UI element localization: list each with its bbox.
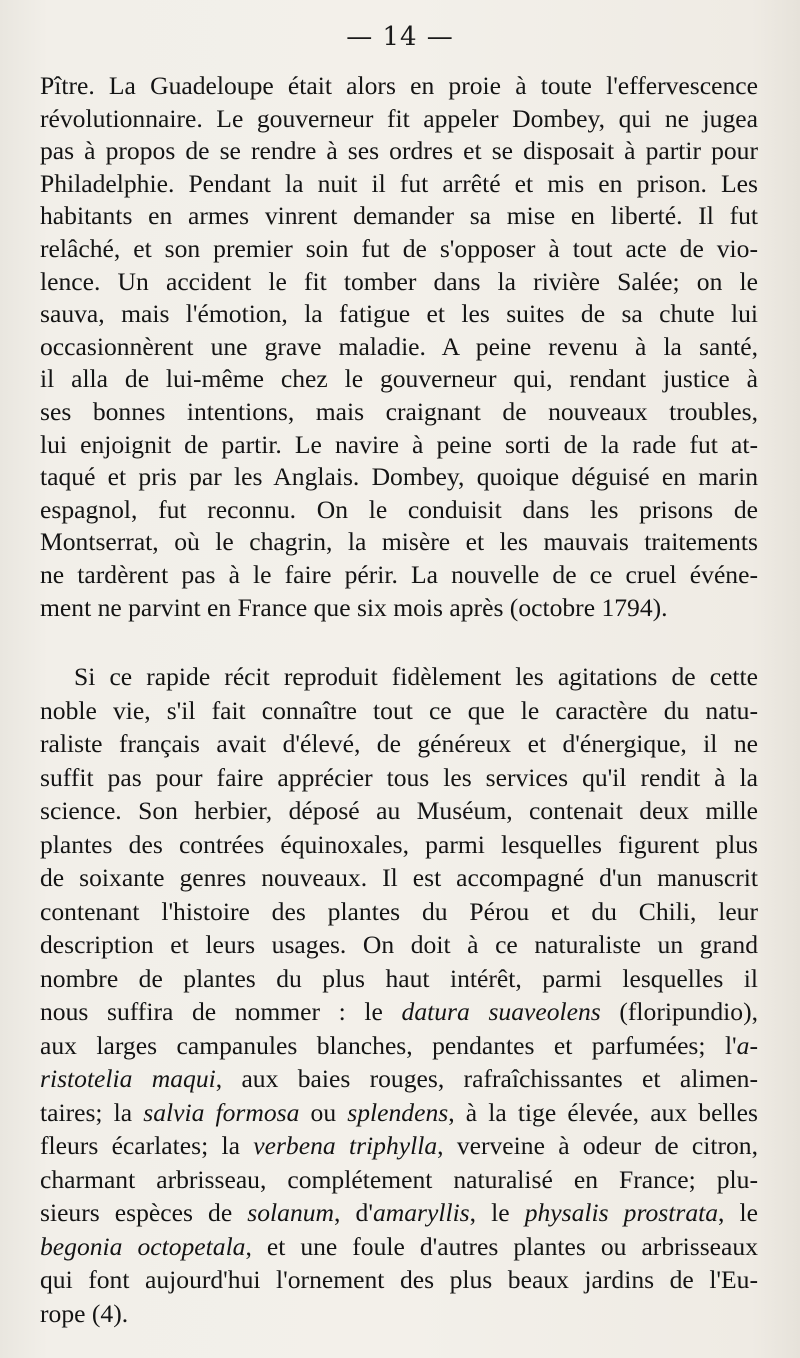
text-line: ne tardèrent pas à le faire périr. La nouvelle de ce cruel événe- bbox=[40, 559, 758, 589]
text-line: révolutionnaire. Le gouverneur fit appeler Dombey, qui ne jugea bbox=[40, 103, 758, 133]
text-line: relâché, et son premier soin fut de s'opposer à tout acte de vio- bbox=[40, 233, 758, 263]
text-line: begonia octopetala, et une foule d'autres plantes ou arbrisseaux bbox=[40, 1231, 758, 1261]
page-number: — 14 — bbox=[346, 22, 454, 52]
text-line: charmant arbrisseau, complétement naturalisé en France; plu- bbox=[40, 1164, 758, 1194]
text-line: Montserrat, où le chagrin, la misère et les mauvais traitements bbox=[40, 527, 758, 557]
text-line: fleurs écarlates; la verbena triphylla, verveine à odeur de citron, bbox=[40, 1131, 758, 1160]
text-line: ristotelia maqui, aux baies rouges, rafraîchissantes et alimen- bbox=[40, 1064, 758, 1093]
text-line: ses bonnes intentions, mais craignant de nouveaux troubles, bbox=[40, 396, 758, 426]
text-line: nous suffira de nommer : le datura suaveolens (floripundio), bbox=[40, 997, 758, 1026]
text-line: nombre de plantes du plus haut intérêt, parmi lesquelles il bbox=[40, 963, 758, 993]
text-line: espagnol, fut reconnu. On le conduisit dans les prisons de bbox=[40, 494, 758, 524]
text-line: sauva, mais l'émotion, la fatigue et les suites de sa chute lui bbox=[40, 299, 758, 329]
text-line: noble vie, s'il fait connaître tout ce que le caractère du natu- bbox=[40, 695, 758, 725]
text-line: description et leurs usages. On doit à ce naturaliste un grand bbox=[40, 930, 758, 959]
text-line: taqué et pris par les Anglais. Dombey, quoique déguisé en marin bbox=[40, 462, 758, 492]
text-line: suffit pas pour faire apprécier tous les services qu'il rendit à la bbox=[40, 762, 758, 792]
text-line: occasionnèrent une grave maladie. A peine revenu à la santé, bbox=[40, 331, 758, 361]
text-line: contenant l'histoire des plantes du Pérou et du Chili, leur bbox=[40, 896, 758, 926]
text-line: Pître. La Guadeloupe était alors en proie à toute l'effervescence bbox=[40, 71, 758, 100]
text-line: Philadelphie. Pendant la nuit il fut arrêté et mis en prison. Les bbox=[40, 168, 758, 198]
text-line: lui enjoignit de partir. Le navire à peine sorti de la rade fut at- bbox=[40, 429, 758, 459]
text-line: aux larges campanules blanches, pendantes et parfumées; l'a- bbox=[40, 1030, 758, 1060]
text-line: rope (4). bbox=[40, 1298, 129, 1328]
text-line: science. Son herbier, déposé au Muséum, contenait deux mille bbox=[40, 796, 758, 825]
text-line: Si ce rapide récit reproduit fidèlement les agitations de cette bbox=[74, 662, 758, 691]
text-line: qui font aujourd'hui l'ornement des plus beaux jardins de l'Eu- bbox=[40, 1265, 758, 1294]
text-line: taires; la salvia formosa ou splendens, à la tige élevée, aux belles bbox=[40, 1097, 758, 1127]
text-line: pas à propos de se rendre à ses ordres et se disposait à partir pour bbox=[40, 136, 758, 166]
text-line: plantes des contrées équinoxales, parmi lesquelles figurent plus bbox=[40, 829, 758, 859]
text-line: raliste français avait d'élevé, de généreux et d'énergique, il ne bbox=[40, 729, 758, 758]
text-line: ment ne parvint en France que six mois après (octobre 1794). bbox=[40, 592, 668, 622]
text-line: lence. Un accident le fit tomber dans la rivière Salée; on le bbox=[40, 266, 758, 296]
paragraph-1 bbox=[40, 70, 758, 624]
text-line: habitants en armes vinrent demander sa mise en liberté. Il fut bbox=[40, 201, 758, 231]
paragraph-2 bbox=[40, 660, 758, 1330]
text-line: de soixante genres nouveaux. Il est accompagné d'un manuscrit bbox=[40, 863, 758, 892]
text-line: il alla de lui-même chez le gouverneur qui, rendant justice à bbox=[40, 364, 758, 394]
text-line: sieurs espèces de solanum, d'amaryllis, le physalis prostrata, le bbox=[40, 1198, 758, 1227]
